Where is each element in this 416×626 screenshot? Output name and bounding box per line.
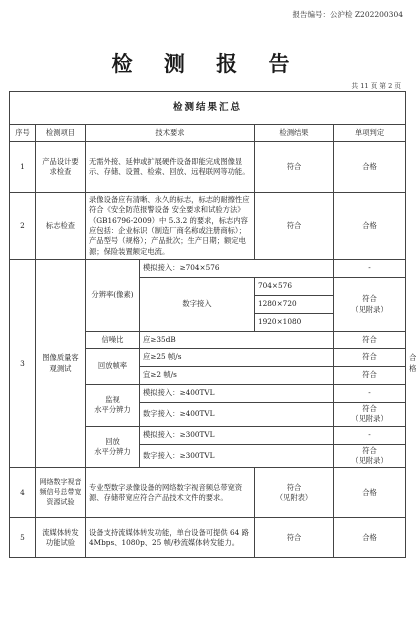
test-item: 网络数字视音频信号总带宽资源试验 bbox=[36, 468, 86, 518]
test-result: 符合 bbox=[255, 193, 334, 260]
row-number: 5 bbox=[10, 518, 36, 558]
test-result: 符合 （见附表） bbox=[255, 468, 334, 518]
verdict: 合格 bbox=[334, 518, 406, 558]
playback-digital: 数字接入：≥300TVL bbox=[140, 444, 334, 468]
monitor-digital: 数字接入：≥400TVL bbox=[140, 403, 334, 427]
table-row bbox=[10, 518, 406, 558]
results-summary-table bbox=[9, 91, 416, 558]
snr-result: 符合 bbox=[334, 332, 406, 349]
column-header: 序号 bbox=[10, 125, 36, 142]
resolution-analog: 模拟接入：≥704×576 bbox=[140, 260, 334, 278]
monitor-analog-result: - bbox=[334, 385, 406, 403]
technical-requirement: 无需外接、延伸或扩展硬件设备即能完成图像显示、存储、设置、检索、回放、远程联网等功能。 bbox=[86, 142, 255, 193]
monitor-resolution-label: 监视 水平分辨力 bbox=[86, 385, 140, 427]
test-result: 符合 bbox=[255, 518, 334, 558]
test-item: 产品设计要求检查 bbox=[36, 142, 86, 193]
framerate-requirement: 宜≥2 帧/s bbox=[140, 367, 334, 385]
technical-requirement: 录像设备应有清晰、永久的标志，标志的耐擦性应符合《安全防范报警设备 安全要求和试验方法》（GB16796-2009）中 5.3.2 的要求，标志内容应包括：企业标识（制造厂商名称或注册商标）；产品型号（规格）；产品批次；生产日期；额定电源；保险装置额定电流。 bbox=[86, 193, 255, 260]
snr-requirement: 应≥35dB bbox=[140, 332, 334, 349]
playback-analog: 模拟接入：≥300TVL bbox=[140, 426, 334, 444]
test-item: 流媒体转发功能试验 bbox=[36, 518, 86, 558]
section-title: 检测结果汇总 bbox=[10, 92, 406, 125]
table-row bbox=[10, 468, 406, 518]
test-item: 标志检查 bbox=[36, 193, 86, 260]
test-item: 图像质量客观测试 bbox=[36, 260, 86, 468]
row-number: 4 bbox=[10, 468, 36, 518]
resolution-digital-result: 符合 （见附录） bbox=[334, 278, 406, 332]
page-title: 检 测 报 告 bbox=[111, 51, 302, 76]
playback-digital-result: 符合 （见附录） bbox=[334, 444, 406, 468]
column-header: 单项判定 bbox=[334, 125, 406, 142]
technical-requirement: 专业型数字录像设备的网络数字视音频总带宽资源、存储带宽应符合产品技术文件的要求。 bbox=[86, 468, 255, 518]
resolution-digital-label: 数字接入 bbox=[140, 278, 255, 332]
row-number: 1 bbox=[10, 142, 36, 193]
technical-requirement: 设备支持流媒体转发功能，单台设备可提供 64 路 4Mbps、1080p、25 帧/秒流媒体转发能力。 bbox=[86, 518, 255, 558]
table-row bbox=[10, 193, 406, 260]
framerate-result: 符合 bbox=[334, 349, 406, 367]
column-header: 技术要求 bbox=[86, 125, 255, 142]
table-row: 3 图像质量客观测试 分辨率(像素) 模拟接入：≥704×576 - 合格 bbox=[10, 260, 406, 278]
resolution-digital-value: 704×576 bbox=[255, 278, 334, 296]
column-header: 检测结果 bbox=[255, 125, 334, 142]
framerate-result: 符合 bbox=[334, 367, 406, 385]
snr-label: 信噪比 bbox=[86, 332, 140, 349]
framerate-requirement: 应≥25 帧/s bbox=[140, 349, 334, 367]
row-number: 3 bbox=[10, 260, 36, 468]
resolution-digital-value: 1280×720 bbox=[255, 296, 334, 314]
test-result: 符合 bbox=[255, 142, 334, 193]
framerate-label: 回放帧率 bbox=[86, 349, 140, 385]
resolution-digital-value: 1920×1080 bbox=[255, 314, 334, 332]
resolution-analog-result: - bbox=[334, 260, 406, 278]
column-header: 检测项目 bbox=[36, 125, 86, 142]
verdict: 合格 bbox=[334, 193, 406, 260]
table-row bbox=[10, 142, 406, 193]
resolution-label: 分辨率(像素) bbox=[86, 260, 140, 332]
playback-resolution-label: 回放 水平分辨力 bbox=[86, 426, 140, 468]
verdict: 合格 bbox=[334, 468, 406, 518]
page-indicator: 共 11 页 第 2 页 bbox=[351, 82, 401, 90]
verdict: 合格 bbox=[334, 142, 406, 193]
monitor-digital-result: 符合 （见附录） bbox=[334, 403, 406, 427]
monitor-analog: 模拟接入：≥400TVL bbox=[140, 385, 334, 403]
report-number: 报告编号：公沪检 Z202200304 bbox=[292, 10, 403, 19]
playback-analog-result: - bbox=[334, 426, 406, 444]
row-number: 2 bbox=[10, 193, 36, 260]
